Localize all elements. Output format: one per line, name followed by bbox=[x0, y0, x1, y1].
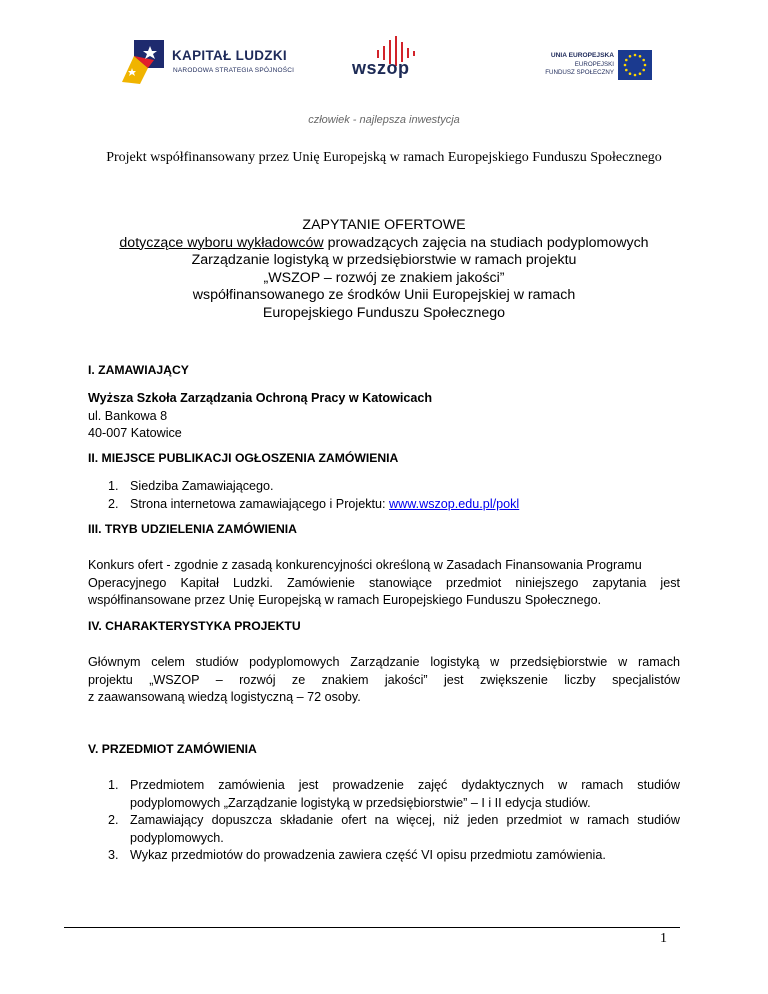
section-4-line3: z zaawansowaną wiedzą logistyczną – 72 osoby. bbox=[88, 690, 361, 704]
section-3-line3: współfinansowane przez Unię Europejską w ramach Europejskiego Funduszu Społecznego. bbox=[88, 593, 602, 607]
section-3-title: III. TRYB UDZIELENIA ZAMÓWIENIA bbox=[88, 522, 297, 536]
list-item-text: Siedziba Zamawiającego. bbox=[130, 479, 274, 493]
kapital-ludzki-title: KAPITAŁ LUDZKI bbox=[172, 48, 287, 63]
section-3-line2: Operacyjnego Kapitał Ludzki. Zamówienie stanowiące przedmiot niniejszego zapytania jest bbox=[88, 575, 680, 590]
section-4-line2: projektu „WSZOP – rozwój ze znakiem jakości” jest zwiększenie liczby specjalistów bbox=[88, 672, 680, 687]
section-5-list bbox=[108, 777, 680, 865]
page-number: 1 bbox=[660, 931, 667, 946]
list-number: 1. bbox=[108, 778, 119, 792]
heading-title: ZAPYTANIE OFERTOWE bbox=[302, 217, 466, 233]
list-item bbox=[108, 496, 680, 514]
section-3-body bbox=[88, 557, 680, 610]
eu-logo-line1: UNIA EUROPEJSKA bbox=[550, 52, 614, 59]
list-item-text: Strona internetowa zamawiającego i Projektu: bbox=[130, 496, 390, 511]
list-item-text: podyplomowych „Zarządzanie logistyką w przedsiębiorstwie” – I i II edycja studiów. bbox=[130, 795, 591, 810]
list-item-text: Zamawiający dopuszcza składanie ofert na więcej, niż jeden przedmiot w ramach studiów bbox=[130, 813, 680, 827]
slogan: człowiek - najlepsza inwestycja bbox=[308, 114, 460, 126]
list-item bbox=[108, 812, 680, 847]
eu-logo-line2: EUROPEJSKI bbox=[574, 61, 614, 68]
wszop-logo-text: wszop bbox=[352, 58, 410, 78]
heading-line5: współfinansowanego ze środków Unii Europejskiej w ramach bbox=[192, 287, 576, 303]
eu-flag-icon bbox=[618, 50, 652, 80]
list-item bbox=[108, 777, 680, 812]
document-heading bbox=[0, 217, 768, 322]
eu-logo bbox=[512, 48, 652, 84]
list-item-text: podyplomowych. bbox=[130, 830, 224, 845]
wszop-logo bbox=[348, 36, 438, 86]
footer-divider bbox=[64, 927, 680, 928]
orderer-name: Wyższa Szkoła Zarządzania Ochroną Pracy w Katowicach bbox=[88, 391, 433, 405]
section-4-body bbox=[88, 654, 680, 707]
kapital-ludzki-logo bbox=[120, 38, 295, 88]
list-item bbox=[108, 847, 680, 865]
heading-line3: Zarządzanie logistyką w przedsiębiorstwie w ramach projektu bbox=[191, 252, 577, 268]
section-5-title: V. PRZEDMIOT ZAMÓWIENIA bbox=[88, 742, 257, 756]
heading-line6: Europejskiego Funduszu Społecznego bbox=[262, 304, 506, 321]
section-3-line1: Konkurs ofert - zgodnie z zasadą konkurencyjności określoną w Zasadach Finansowania Programu bbox=[88, 558, 642, 572]
section-1-title: I. ZAMAWIAJĄCY bbox=[88, 363, 189, 377]
kapital-ludzki-subtitle: NARODOWA STRATEGIA SPÓJNOŚCI bbox=[173, 67, 295, 74]
list-number: 2. bbox=[108, 496, 119, 511]
heading-underlined: dotyczące wyboru wykładowców bbox=[119, 234, 324, 251]
section-2-title: II. MIEJSCE PUBLIKACJI OGŁOSZENIA ZAMÓWIENIA bbox=[88, 451, 399, 465]
list-number: 3. bbox=[108, 848, 119, 862]
kapital-ludzki-emblem-icon bbox=[120, 38, 166, 86]
list-number: 1. bbox=[108, 479, 119, 493]
orderer-city: 40-007 Katowice bbox=[88, 426, 182, 440]
list-number: 2. bbox=[108, 813, 119, 827]
website-link[interactable]: www.wszop.edu.pl/pokl bbox=[389, 496, 520, 511]
section-2-list bbox=[108, 478, 680, 513]
list-item bbox=[108, 478, 680, 496]
heading-line2 bbox=[0, 235, 768, 253]
heading-line4: „WSZOP – rozwój ze znakiem jakości” bbox=[263, 269, 505, 286]
section-4-title: IV. CHARAKTERYSTYKA PROJEKTU bbox=[88, 619, 301, 633]
orderer-street: ul. Bankowa 8 bbox=[88, 408, 168, 423]
list-item-text: Przedmiotem zamówienia jest prowadzenie zajęć dydaktycznych w ramach studiów bbox=[130, 778, 680, 792]
heading-line2-rest: prowadzących zajęcia na studiach podyplomowych bbox=[323, 234, 649, 251]
list-item-text: Wykaz przedmiotów do prowadzenia zawiera część VI opisu przedmiotu zamówienia. bbox=[130, 848, 606, 862]
section-1-body bbox=[88, 390, 680, 443]
project-cofinancing-line: Projekt współfinansowany przez Unię Europejską w ramach Europejskiego Funduszu Społecznego bbox=[106, 150, 662, 165]
section-4-line1: Głównym celem studiów podyplomowych Zarządzanie logistyką w przedsiębiorstwie w ramach bbox=[88, 655, 680, 669]
eu-logo-line3: FUNDUSZ SPOŁECZNY bbox=[545, 69, 614, 76]
